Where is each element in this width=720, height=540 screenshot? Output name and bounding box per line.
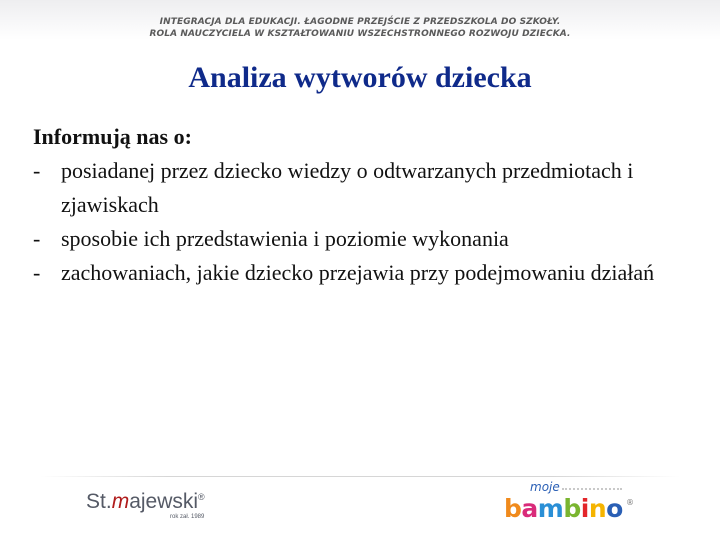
- moje-bambino-logo-wordmark: [504, 494, 623, 523]
- stmajewski-logo-wordmark: [86, 490, 205, 514]
- list-item: [33, 154, 693, 222]
- bullet-dash: -: [33, 226, 41, 251]
- logo-letter: n: [588, 494, 607, 523]
- logo-rest: ajewski: [129, 490, 199, 513]
- slide-content: [33, 120, 693, 290]
- intro-text: Informują nas o:: [33, 124, 192, 149]
- logo-letter: i: [580, 494, 589, 523]
- slide-title: Analiza wytworów dziecka: [188, 61, 532, 94]
- registered-mark: ®: [626, 498, 634, 507]
- registered-mark: ®: [198, 492, 205, 502]
- logo-dotted-line: [562, 488, 622, 492]
- footer-divider: [40, 476, 680, 477]
- header-line-1: INTEGRACJA DLA EDUKACJI. ŁAGODNE PRZEJŚCIE Z PRZEDSZKOLA DO SZKOŁY.: [159, 17, 561, 27]
- bullet-text: sposobie ich przedstawienia i poziomie wykonania: [61, 226, 509, 251]
- stmajewski-logo-tagline: rok zał. 1989: [170, 514, 205, 520]
- logo-letter: b: [563, 494, 581, 523]
- moje-bambino-logo: [502, 480, 634, 526]
- bullet-list: [33, 154, 693, 290]
- logo-letter: o: [606, 494, 623, 523]
- logo-prefix: St.: [86, 490, 112, 513]
- bullet-text: posiadanej przez dziecko wiedzy o odtwarzanych przedmiotach i zjawiskach: [61, 158, 634, 217]
- bullet-dash: -: [33, 158, 41, 183]
- bullet-text: zachowaniach, jakie dziecko przejawia przy podejmowaniu działań: [61, 260, 655, 285]
- logo-letter: m: [537, 494, 564, 523]
- stmajewski-logo: [86, 488, 226, 524]
- bullet-dash: -: [33, 260, 41, 285]
- logo-accent-letter: m: [111, 490, 130, 513]
- header-line-2: ROLA NAUCZYCIELA W KSZTAŁTOWANIU WSZECHSTRONNEGO ROZWOJU DZIECKA.: [149, 29, 571, 39]
- list-item: [33, 256, 693, 290]
- list-item: [33, 222, 693, 256]
- header-banner: [120, 16, 600, 40]
- moje-bambino-logo-prefix: moje: [530, 480, 560, 494]
- logo-letter: a: [521, 494, 538, 523]
- logo-letter: b: [504, 494, 522, 523]
